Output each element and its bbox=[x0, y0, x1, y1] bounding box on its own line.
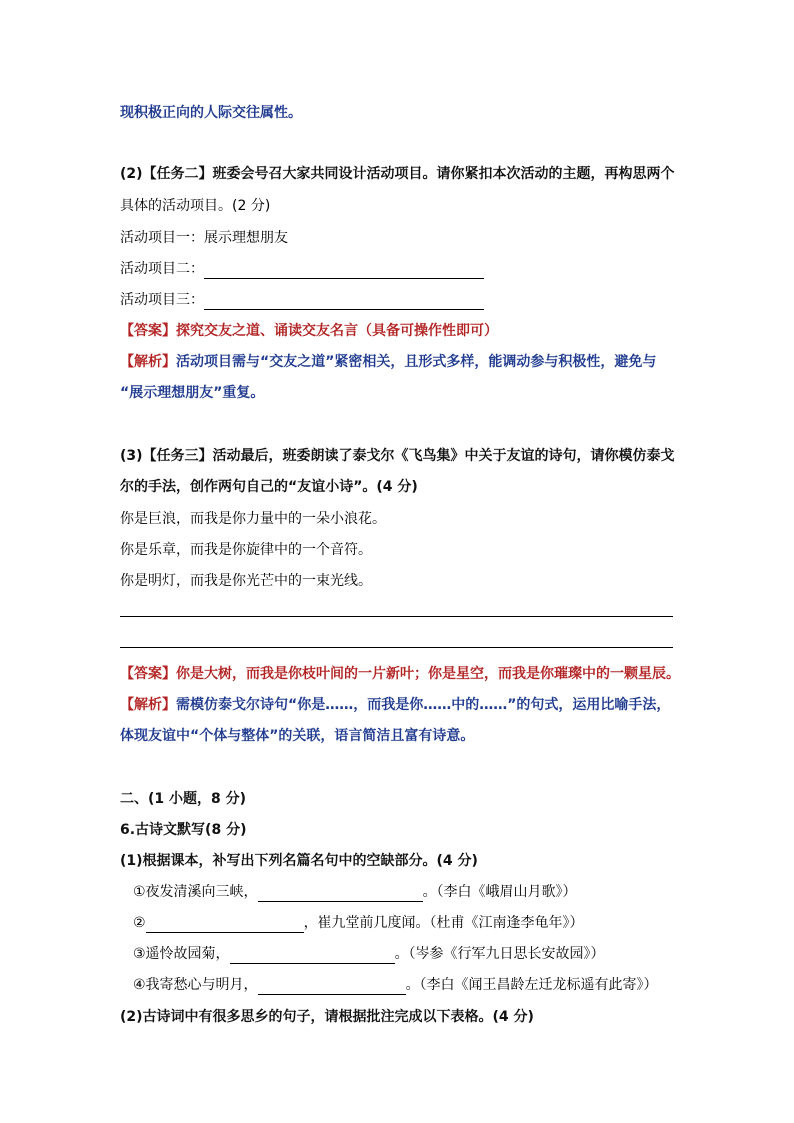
fill-item-post: 。（岑参《行军九日思长安故园》） bbox=[394, 946, 605, 962]
task3-poem3: 你是明灯，而我是你光芒中的一束光线。 bbox=[120, 573, 372, 589]
section2-heading: 二、(1 小题，8 分) bbox=[120, 791, 247, 807]
task2-item2-blank[interactable] bbox=[204, 264, 484, 279]
task2-item3-label: 活动项目三： bbox=[120, 292, 204, 308]
fill-blank[interactable] bbox=[146, 918, 304, 933]
fill-blank[interactable] bbox=[258, 980, 406, 995]
analysis-tag: 【解析】 bbox=[120, 697, 176, 713]
fill-blank[interactable] bbox=[230, 949, 395, 964]
task2-answer-text: 探究交友之道、诵读交友名言（具备可操作性即可） bbox=[176, 323, 498, 339]
fill-item-post: 。（李白《峨眉山月歌》） bbox=[422, 884, 577, 900]
task2-item2 bbox=[120, 259, 484, 279]
fill-item-3 bbox=[133, 944, 605, 964]
task3-answer-text: 你是大树，而我是你枝叶间的一片新叶；你是星空，而我是你璀璨中的一颗星辰。 bbox=[176, 666, 680, 682]
fill-blank[interactable] bbox=[258, 887, 423, 902]
task2-prompt-line2: 具体的活动项目。(2 分) bbox=[120, 198, 271, 214]
fill-item-pre: ② bbox=[133, 915, 146, 931]
task2-analysis-text1: 活动项目需与“交友之道”紧密相关，且形式多样，能调动参与积极性，避免与 bbox=[176, 354, 657, 370]
question6-title: 6.古诗文默写(8 分) bbox=[120, 822, 247, 838]
fill-item-pre: ③遥怜故园菊， bbox=[133, 946, 230, 962]
task3-prompt-line2: 尔的手法，创作两句自己的“友谊小诗”。(4 分) bbox=[120, 479, 418, 495]
task3-poem2: 你是乐章，而我是你旋律中的一个音符。 bbox=[120, 542, 372, 558]
answer-rule-2[interactable] bbox=[120, 647, 673, 648]
question6-sub2: (2)古诗词中有很多思乡的句子，请根据批注完成以下表格。(4 分) bbox=[120, 1009, 534, 1025]
fill-item-pre: ①夜发清溪向三峡， bbox=[133, 884, 258, 900]
task2-prompt-line1: (2)【任务二】班委会号召大家共同设计活动项目。请你紧扣本次活动的主题，再构思两个 bbox=[120, 166, 675, 182]
task2-item3-blank[interactable] bbox=[204, 295, 484, 310]
task2-item2-label: 活动项目二： bbox=[120, 261, 204, 277]
task2-item3 bbox=[120, 290, 484, 310]
question6-sub1: (1)根据课本，补写出下列名篇名句中的空缺部分。(4 分) bbox=[120, 853, 478, 869]
fill-item-2 bbox=[133, 913, 584, 933]
fill-item-4 bbox=[133, 975, 658, 995]
analysis-tag: 【解析】 bbox=[120, 354, 176, 370]
task3-analysis-text1: 需模仿泰戈尔诗句“你是……，而我是你……中的……”的句式，运用比喻手法， bbox=[176, 697, 671, 713]
task3-answer bbox=[120, 664, 680, 684]
intro-tail: 现积极正向的人际交往属性。 bbox=[120, 105, 302, 121]
task3-poem1: 你是巨浪，而我是你力量中的一朵小浪花。 bbox=[120, 511, 386, 527]
task2-item1: 活动项目一：展示理想朋友 bbox=[120, 230, 288, 246]
task2-analysis-line2: “展示理想朋友”重复。 bbox=[120, 385, 265, 401]
fill-item-post: 。（李白《闻王昌龄左迁龙标遥有此寄》） bbox=[405, 977, 658, 993]
answer-tag: 【答案】 bbox=[120, 666, 176, 682]
fill-item-1 bbox=[133, 882, 577, 902]
task2-answer bbox=[120, 321, 498, 341]
answer-tag: 【答案】 bbox=[120, 323, 176, 339]
task3-prompt-line1: (3)【任务三】活动最后，班委朗读了泰戈尔《飞鸟集》中关于友谊的诗句，请你模仿泰戈 bbox=[120, 448, 675, 464]
answer-rule-1[interactable] bbox=[120, 616, 673, 617]
task3-analysis-line1 bbox=[120, 695, 670, 715]
task3-analysis-line2: 体现友谊中“个体与整体”的关联，语言简洁且富有诗意。 bbox=[120, 728, 475, 744]
fill-item-pre: ④我寄愁心与明月， bbox=[133, 977, 258, 993]
fill-item-post: ，崔九堂前几度闻。（杜甫《江南逢李龟年》） bbox=[303, 915, 584, 931]
task2-analysis-line1 bbox=[120, 352, 656, 372]
